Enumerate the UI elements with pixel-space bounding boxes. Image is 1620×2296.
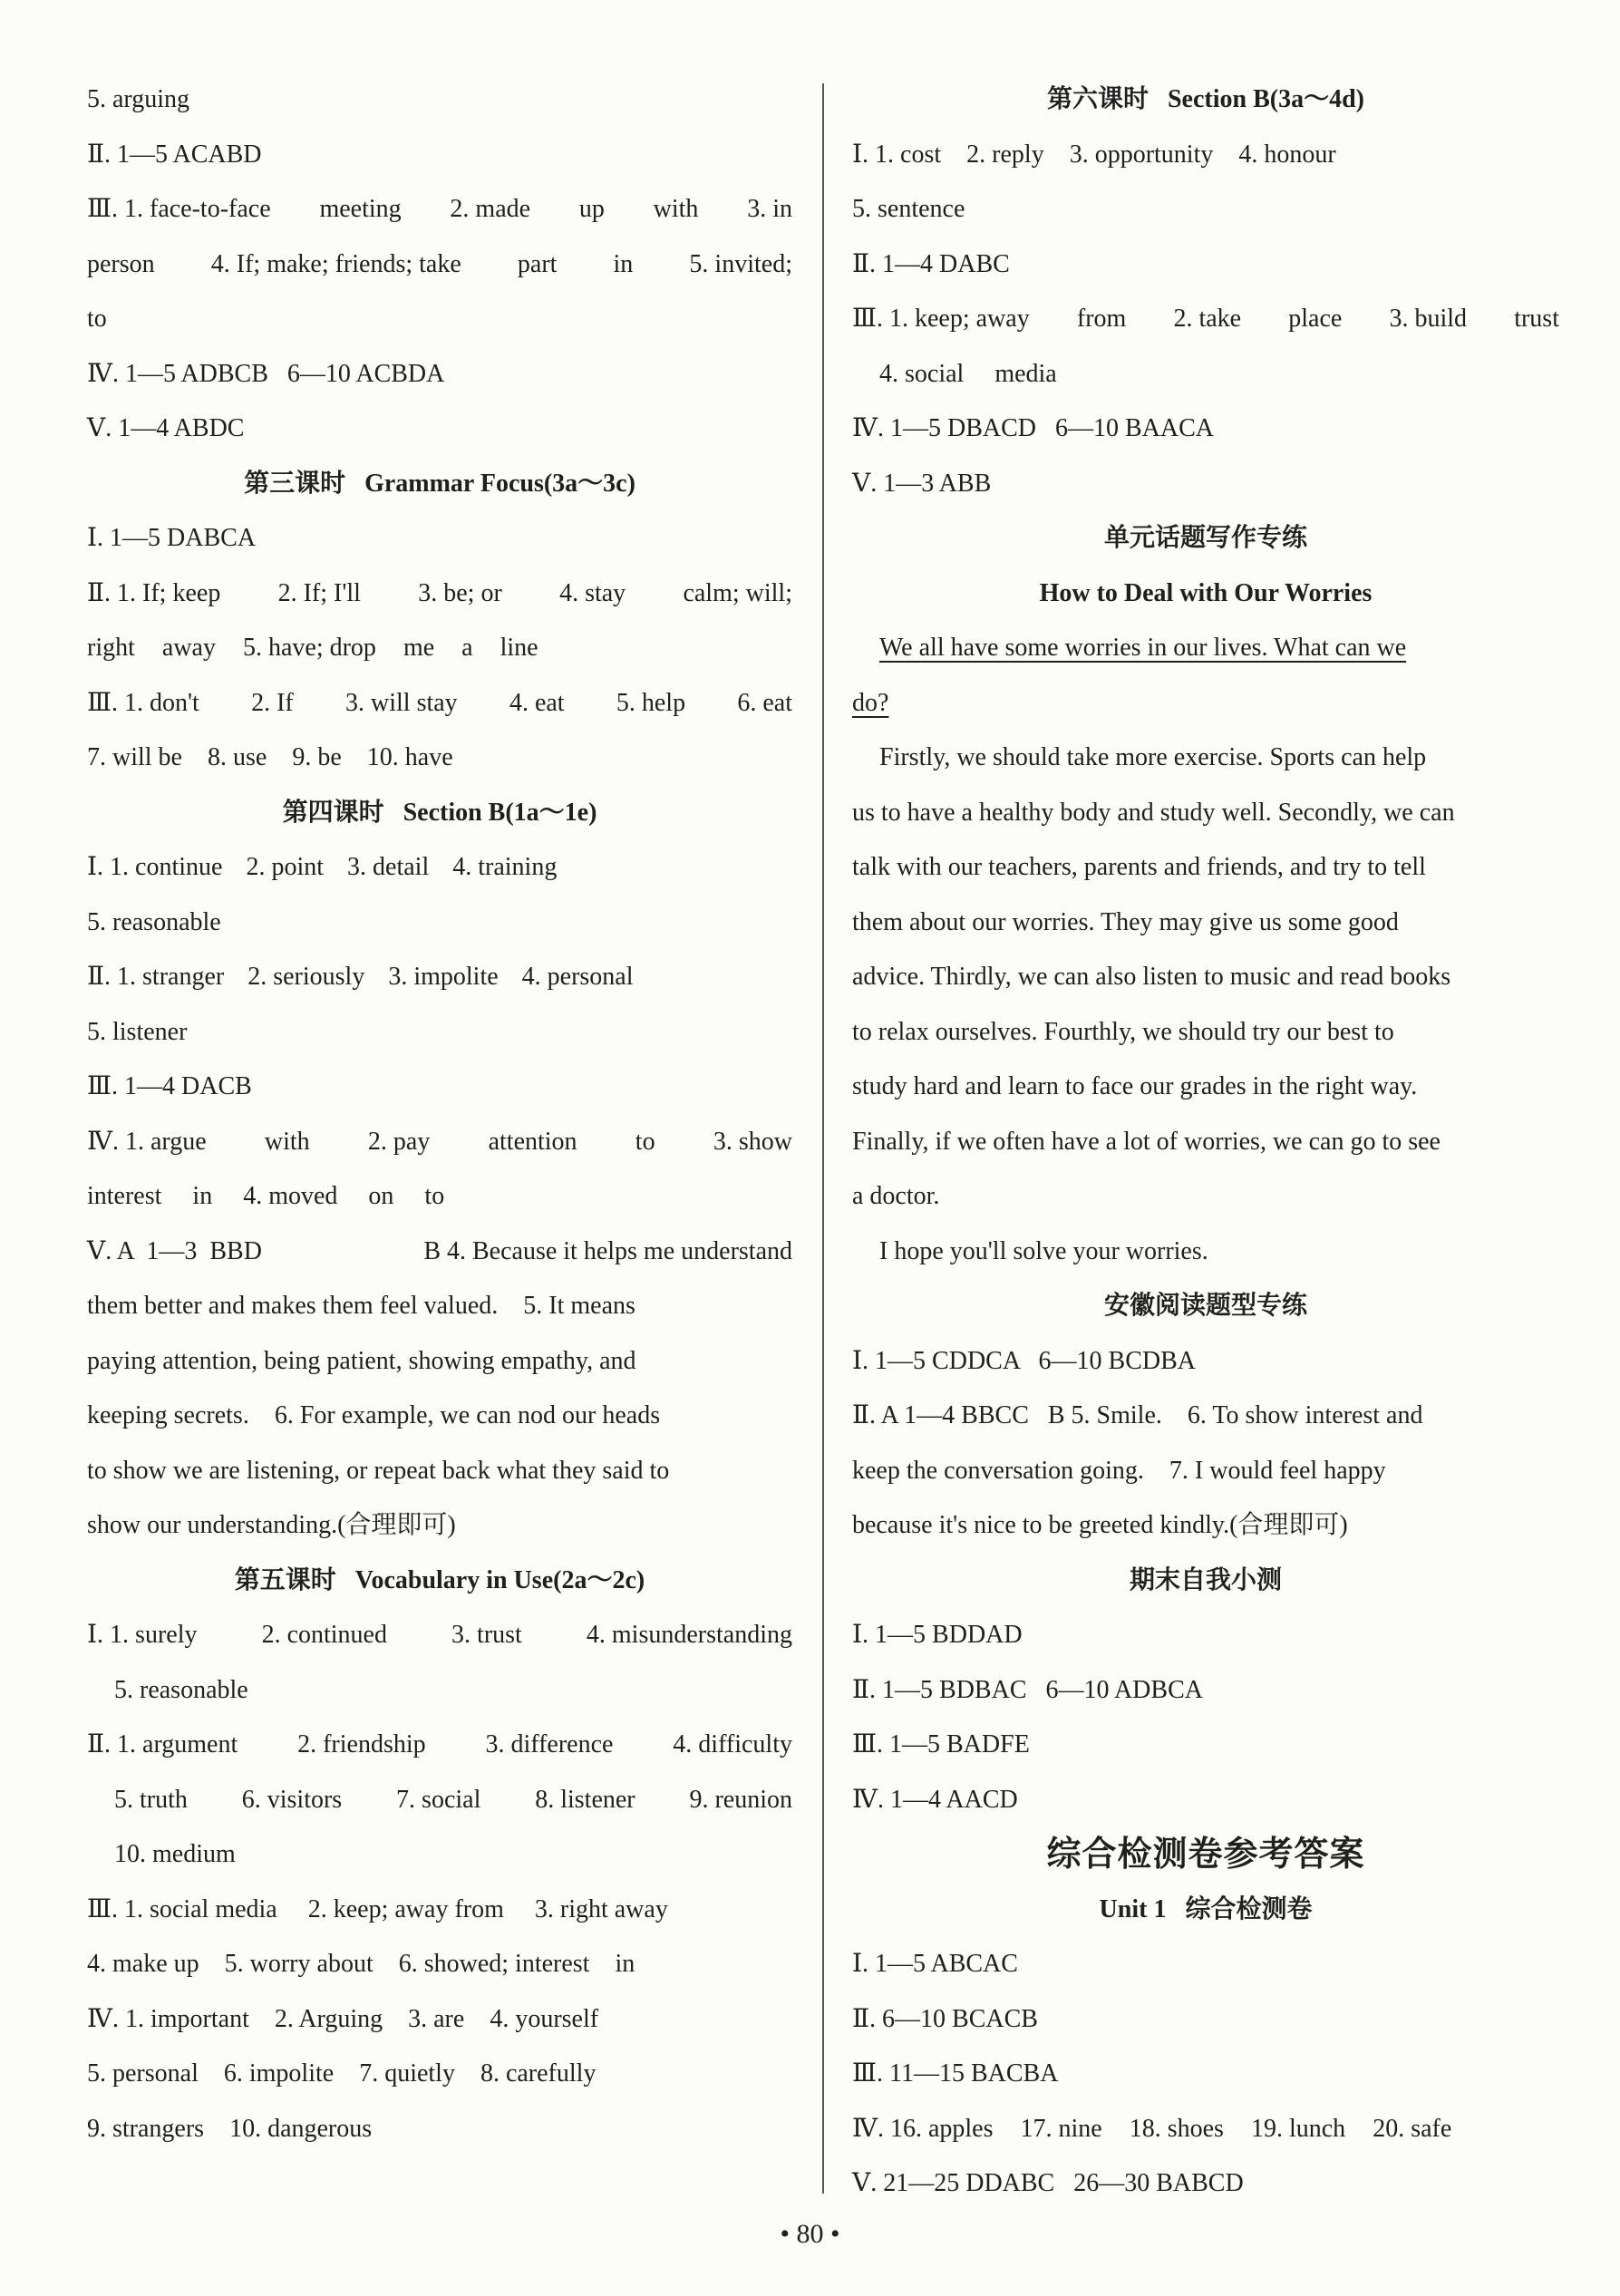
answer-line: Ⅱ. 1. argument 2. friendship 3. difference 4. difficulty <box>87 1730 792 1758</box>
answer-line: right away 5. have; drop me a line <box>87 634 538 662</box>
essay-line: do? <box>852 688 889 717</box>
section-heading: 期末自我小测 <box>1129 1565 1282 1594</box>
answer-line: Ⅳ. 16. apples 17. nine 18. shoes 19. lunch 20. safe <box>852 2114 1452 2143</box>
essay-line: to relax ourselves. Fourthly, we should try our best to <box>852 1017 1394 1046</box>
answer-line: Ⅱ. 1. stranger 2. seriously 3. impolite 4. personal <box>87 963 634 991</box>
answer-line: Ⅰ. 1—5 BDDAD <box>852 1621 1023 1649</box>
section-heading: 第五课时 Vocabulary in Use(2a～2c) <box>234 1565 645 1594</box>
essay-line: I hope you'll solve your worries. <box>879 1236 1208 1265</box>
answer-line: 4. make up 5. worry about 6. showed; interest in <box>87 1950 635 1978</box>
section-heading: 安徽阅读题型专练 <box>1103 1292 1307 1320</box>
answer-line: keeping secrets. 6. For example, we can nod our heads <box>87 1401 661 1429</box>
essay-line: We all have some worries in our lives. What can we <box>879 634 1407 662</box>
answer-line: Ⅰ. 1—5 ABCAC <box>852 1950 1018 1978</box>
section-heading: 第三课时 Grammar Focus(3a～3c) <box>244 469 635 498</box>
essay-line: Firstly, we should take more exercise. Sports can help <box>879 743 1427 771</box>
section-heading: 第六课时 Section B(3a～4d) <box>1046 85 1364 113</box>
answer-line: Ⅲ. 1. keep; away from 2. take place 3. build trust <box>852 305 1559 333</box>
answer-line: Ⅴ. 1—3 ABB <box>852 469 992 498</box>
essay-line: them about our worries. They may give us some good <box>852 907 1399 936</box>
answer-line: interest in 4. moved on to <box>87 1182 445 1210</box>
essay-line: study hard and learn to face our grades in the right way. <box>852 1072 1418 1100</box>
answer-line: keep the conversation going. 7. I would feel happy <box>852 1456 1386 1485</box>
answer-line: 5. sentence <box>852 195 965 223</box>
answer-line: person 4. If; make; friends; take part in 5. invited; <box>87 249 792 278</box>
page-number: • 80 • <box>780 2219 840 2249</box>
answer-line: 7. will be 8. use 9. be 10. have <box>87 743 453 771</box>
answer-line: them better and makes them feel valued. 5. It means <box>87 1292 635 1320</box>
answer-line: Ⅳ. 1—5 ADBCB 6—10 ACBDA <box>87 359 445 388</box>
section-heading: 第四课时 Section B(1a～1e) <box>282 798 597 827</box>
answer-key-title: 综合检测卷参考答案 <box>1046 1836 1365 1874</box>
answer-line: 5. reasonable <box>114 1675 248 1704</box>
answer-line: Ⅳ. 1—5 DBACD 6—10 BAACA <box>852 414 1214 442</box>
answer-line: Ⅲ. 1—4 DACB <box>87 1072 252 1100</box>
essay-line: advice. Thirdly, we can also listen to music and read books <box>852 963 1451 991</box>
answer-line: Ⅱ. 1—5 ACABD <box>87 140 262 169</box>
answer-line: Ⅱ. 1—4 DABC <box>852 249 1010 278</box>
answer-line: Ⅴ. A 1—3 BBD B 4. Because it helps me understand <box>87 1236 792 1265</box>
answer-line: Ⅱ. 6—10 BCACB <box>852 2004 1038 2033</box>
answer-line: Ⅱ. A 1—4 BBCC B 5. Smile. 6. To show interest and <box>852 1401 1423 1429</box>
answer-line: Ⅴ. 21—25 DDABC 26—30 BABCD <box>852 2169 1244 2197</box>
essay-line: a doctor. <box>852 1182 940 1210</box>
answer-line: Ⅰ. 1—5 CDDCA 6—10 BCDBA <box>852 1346 1196 1375</box>
answer-line: Ⅲ. 11—15 BACBA <box>852 2059 1059 2088</box>
answer-line: Ⅲ. 1. social media 2. keep; away from 3. right away <box>87 1894 668 1923</box>
answer-line: Ⅲ. 1. don't 2. If 3. will stay 4. eat 5. help 6. eat <box>87 688 792 717</box>
answer-line: Ⅲ. 1—5 BADFE <box>852 1730 1030 1758</box>
answer-line: 5. listener <box>87 1017 188 1046</box>
answer-line: Ⅰ. 1. continue 2. point 3. detail 4. training <box>87 853 558 881</box>
answer-line: Ⅴ. 1—4 ABDC <box>87 414 245 442</box>
answer-line: Ⅰ. 1. surely 2. continued 3. trust 4. misunderstanding <box>87 1621 792 1649</box>
answer-line: show our understanding.(合理即可) <box>87 1511 456 1539</box>
column-divider <box>822 83 824 2194</box>
answer-line: 5. arguing <box>87 85 190 113</box>
answer-line: Ⅳ. 1. important 2. Arguing 3. are 4. yourself <box>87 2004 599 2033</box>
answer-line: to show we are listening, or repeat back what they said to <box>87 1456 670 1485</box>
right-column <box>852 73 1559 2212</box>
answer-line: because it's nice to be greeted kindly.(合理即可) <box>852 1511 1348 1539</box>
answer-line: Ⅰ. 1—5 DABCA <box>87 524 257 552</box>
unit-title: Unit 1 综合检测卷 <box>1099 1894 1313 1923</box>
answer-line: 5. personal 6. impolite 7. quietly 8. carefully <box>87 2059 597 2088</box>
answer-line: Ⅳ. 1. argue with 2. pay attention to 3. show <box>87 1127 792 1156</box>
answer-line: Ⅳ. 1—4 AACD <box>852 1785 1018 1814</box>
answer-line: paying attention, being patient, showing empathy, and <box>87 1346 636 1375</box>
answer-line: Ⅰ. 1. cost 2. reply 3. opportunity 4. honour <box>852 140 1336 169</box>
left-column <box>87 73 792 2156</box>
answer-line: Ⅱ. 1. If; keep 2. If; I'll 3. be; or 4. stay calm; will; <box>87 578 792 607</box>
essay-line: us to have a healthy body and study well. Secondly, we can <box>852 798 1455 827</box>
essay-line: Finally, if we often have a lot of worries, we can go to see <box>852 1127 1441 1156</box>
answer-line: 5. reasonable <box>87 907 221 936</box>
answer-line: 9. strangers 10. dangerous <box>87 2114 373 2143</box>
answer-line: 10. medium <box>114 1840 236 1868</box>
answer-line: to <box>87 305 107 333</box>
section-heading: 单元话题写作专练 <box>1103 524 1307 552</box>
essay-line: talk with our teachers, parents and friends, and try to tell <box>852 853 1426 881</box>
answer-line: 4. social media <box>879 359 1057 388</box>
essay-title: How to Deal with Our Worries <box>1039 578 1373 607</box>
answer-line: Ⅲ. 1. face-to-face meeting 2. made up with 3. in <box>87 195 792 223</box>
answer-line: 5. truth 6. visitors 7. social 8. listener 9. reunion <box>114 1785 792 1814</box>
answer-line: Ⅱ. 1—5 BDBAC 6—10 ADBCA <box>852 1675 1203 1704</box>
